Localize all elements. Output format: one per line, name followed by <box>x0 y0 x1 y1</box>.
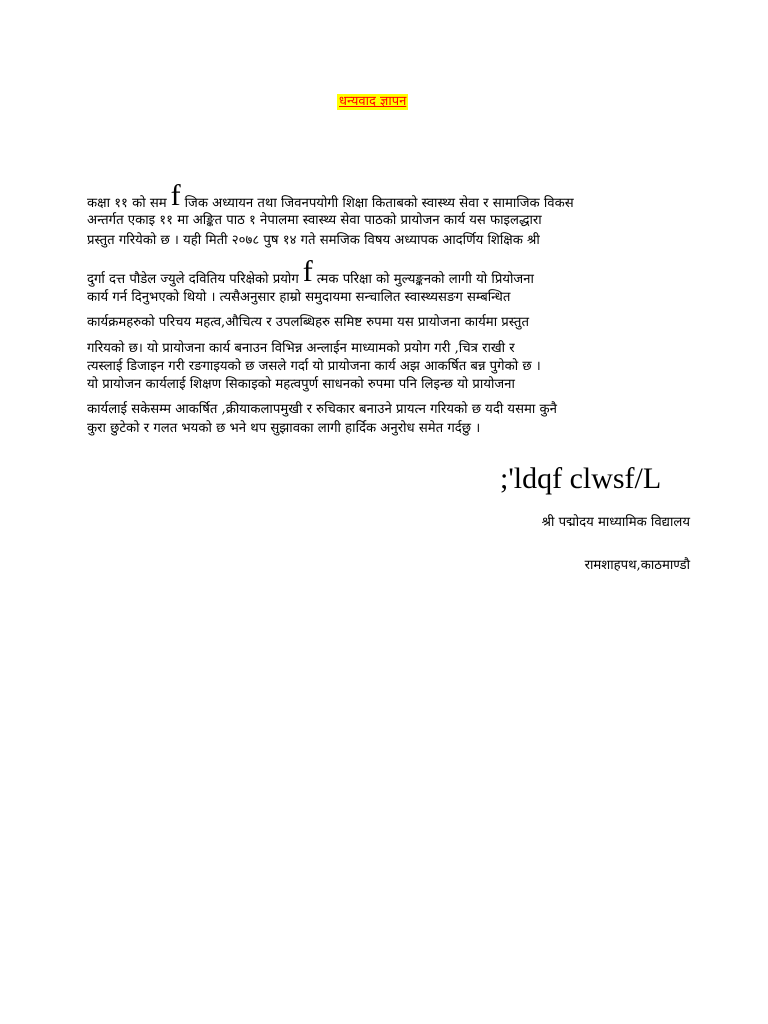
glyph-f: f <box>302 255 313 288</box>
body-line <box>87 377 515 393</box>
body-text: यो प्रायोजन कार्यलाई शिक्षण सिकाइको महत्वपुर्ण साधनको रुपमा पनि लिइन्छ यो प्रायोजना <box>87 377 515 392</box>
body-line <box>87 290 510 306</box>
body-line <box>87 341 515 357</box>
body-text: अन्तर्गत एकाइ ११ मा अङ्कित पाठ १ नेपालमा स्वास्थ्य सेवा पाठको प्रायोजन कार्य यस फाइलद्धारा <box>87 213 542 228</box>
body-line <box>87 179 574 212</box>
body-line <box>87 402 557 418</box>
school-name: श्री पद्मोदय माध्यामिक विद्यालय <box>541 515 690 530</box>
body-text: गरियको छ। यो प्रायोजना कार्य बनाउन विभिन्न अन्लाईन माध्यामको प्रयोग गरी ,चित्र राखी र <box>87 341 515 356</box>
body-text: कार्यलाई सकेसम्म आकर्षित ,क्रीयाकलापमुखी र रुचिकार बनाउने प्रायत्न गरियको छ यदी यसमा कुनै <box>87 402 557 417</box>
body-text: कार्यक्रमहरुको परिचय महत्व,औचित्य र उपलब्धिहरु समिष्ट रुपमा यस प्रायोजना कार्यमा प्रस्तुत <box>87 315 529 330</box>
body-line <box>87 255 534 288</box>
body-line <box>87 233 540 249</box>
body-text: कक्षा ११ को सम <box>87 196 167 211</box>
body-text: त्मक परिक्षा को मुल्यङ्कनको लागी यो प्रियोजना <box>316 272 534 287</box>
body-text: त्यस्लाई डिजाइन गरी रङगाइयको छ जसले गर्दा यो प्रायोजना कार्य अझ आकर्षित बन्न पुगेको छ । <box>87 359 541 374</box>
body-text: कार्य गर्न दिनुभएको थियो । त्यसैअनुसार हाम्रो समुदायमा सन्चालित स्वास्थ्यसङग सम्बन्धित <box>87 290 511 305</box>
school-address: रामशाहपथ,काठमाण्डौ <box>584 558 690 573</box>
body-line <box>87 359 541 375</box>
body-line <box>87 421 480 437</box>
body-text: प्रस्तुत गरियेको छ । यही मिती २०७८ पुष १४ गते समजिक विषय अध्यापक आदर्णिय शिक्षिक श्री <box>87 233 540 248</box>
page-title: धन्यवाद ज्ञापन <box>339 94 407 109</box>
signature-block-heading: ;'ldqf clwsf/L <box>500 462 662 495</box>
body-text: जिक अध्यायन तथा जिवनपयोगी शिक्षा किताबको स्वास्थ्य सेवा र सामाजिक विकस <box>184 196 574 211</box>
glyph-f: f <box>170 179 181 212</box>
body-text: दुर्गा दत्त पौडेल ज्युले दवितिय परिक्षेको प्रयोग <box>87 272 299 287</box>
body-line <box>87 315 529 331</box>
body-text: कुरा छुटेको र गलत भयको छ भने थप सुझावका लागी हार्दिक अनुरोध समेत गर्दछु । <box>87 421 481 436</box>
body-line <box>87 213 542 229</box>
